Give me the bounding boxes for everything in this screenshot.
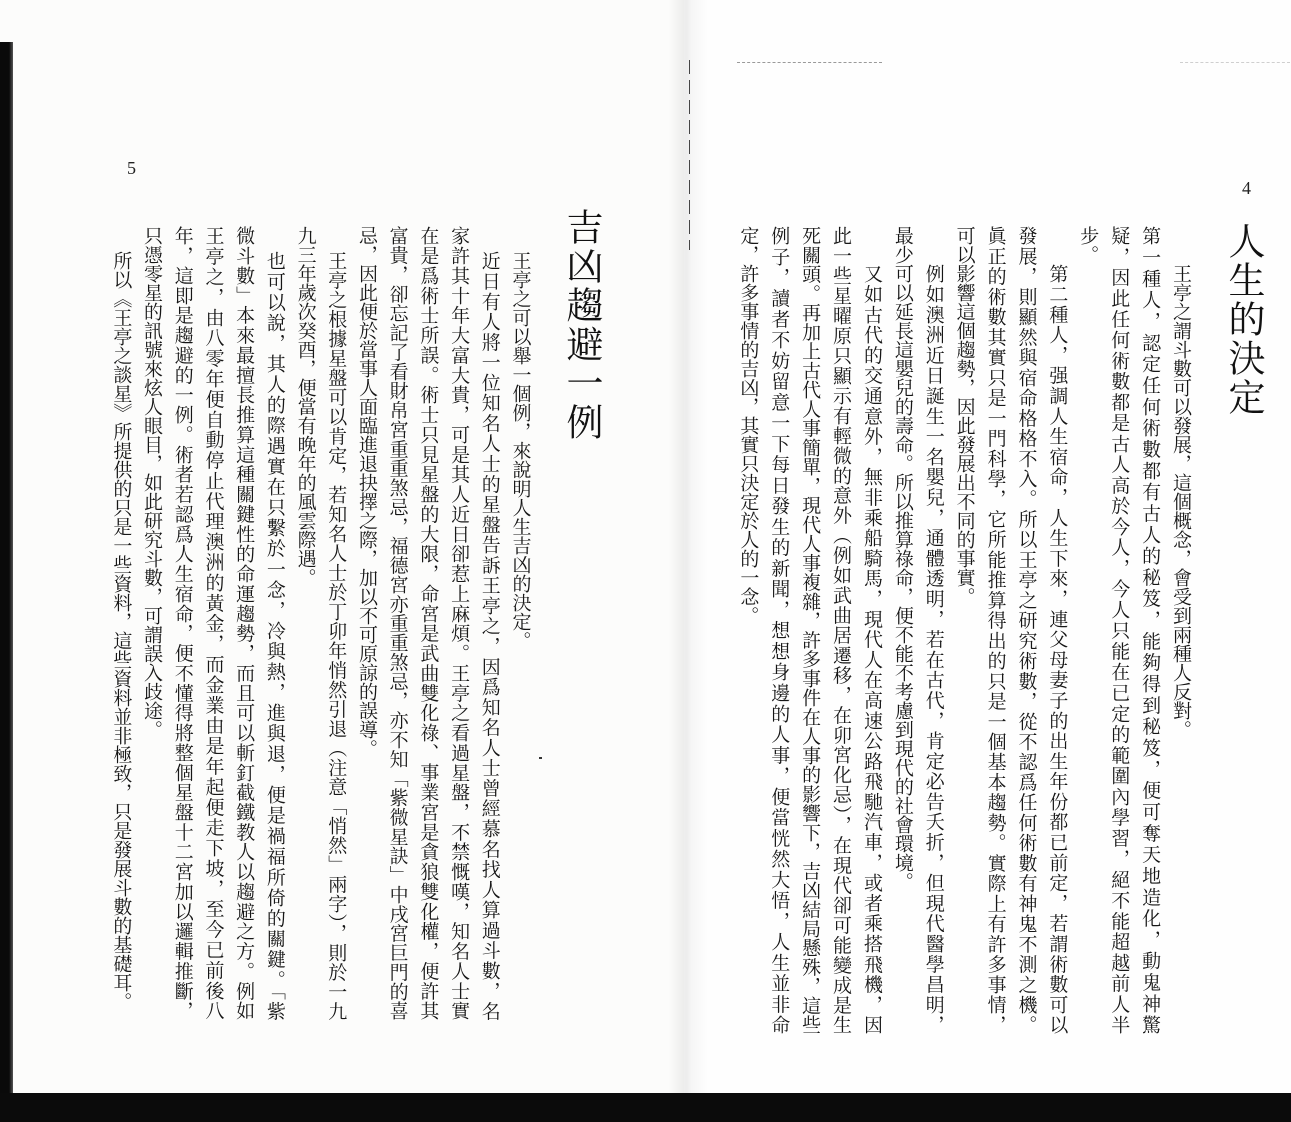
text-column: 死關頭。再加上古代人事簡單，現代人事複雜，許多事件在人事的影響下，吉凶結局懸殊，這些 xyxy=(799,226,822,1034)
body-text xyxy=(733,226,1197,1034)
text-column: 發展，則顯然與宿命格格不入。所以王亭之研究術數，從不認爲任何術數有神鬼不測之機。 xyxy=(1015,226,1038,1034)
page-number: 5 xyxy=(127,158,136,178)
text-column: 九三年歲次癸酉，便當有晚年的風雲際遇。 xyxy=(294,226,317,587)
right-page xyxy=(684,0,1291,1093)
text-column: 例子，讀者不妨留意一下每日發生的新聞，想想身邊的人事，便當恍然大悟，人生並非命 xyxy=(768,226,791,1034)
text-column: 在是爲術士所誤。術士只見星盤的大限，命宮是武曲雙化祿、事業宮是貪狼雙化權，便許其 xyxy=(417,226,440,1020)
text-column: 眞正的術數其實只是一門科學，它所能推算得出的只是一個基本趨勢。實際上有許多事情， xyxy=(984,226,1007,1034)
text-column: 只憑零星的訊號來炫人眼目，如此研究斗數，可謂誤入歧途。 xyxy=(141,226,164,739)
text-column: 第一種人，認定任何術數都有古人的秘笈，能夠得到秘笈，便可奪天地造化，動鬼神驚 xyxy=(1139,226,1162,1034)
text-column: 可以影響這個趨勢，因此發展出不同的事實。 xyxy=(953,226,976,606)
text-column: 疑，因此任何術數都是古人高於今人，今人只能在已定的範圍內學習，絕不能超越前人半 xyxy=(1108,226,1131,1034)
top-rule xyxy=(737,62,882,63)
text-column: 王亭之可以舉一個例，來說明人生吉凶的決定。 xyxy=(509,250,532,650)
text-column: 富貴，卻忘記了看財帛宮重重煞忌，福德宮亦重重煞忌，亦不知「紫微星訣」中戌宮巨門的喜 xyxy=(386,226,409,1020)
text-column: 也可以說，其人的際遇實在只繫於一念，冷與熱，進與退，便是禍福所倚的關鍵。「紫 xyxy=(263,250,286,1020)
text-column: 最少可以延長這嬰兒的壽命。所以推算祿命，便不能不考慮到現代的社會環境。 xyxy=(891,226,914,891)
text-column: 王亭之謂斗數可以發展，這個概念，會受到兩種人反對。 xyxy=(1170,264,1192,739)
text-column: 步。 xyxy=(1077,226,1100,264)
text-column: 近日有人將一位知名人士的星盤告訴王亭之，因爲知名人士曾經慕名找人算過斗數，名 xyxy=(478,250,501,1020)
text-column: 定，許多事情的吉凶，其實只決定於人的一念。 xyxy=(737,226,760,625)
chapter-title: 人生的決定 xyxy=(1222,222,1265,417)
text-column: 年，這即是趨避的一例。術者若認爲人生宿命，便不懂得將整個星盤十二宮加以邏輯推斷， xyxy=(171,226,194,1020)
text-column: 第二種人，强調人生宿命，人生下來，連父母妻子的出生年份都已前定，若謂術數可以 xyxy=(1046,264,1069,1034)
gutter-line xyxy=(689,60,690,250)
page-number: 4 xyxy=(1242,178,1251,198)
scan-edge-left xyxy=(0,42,13,1094)
body-text xyxy=(106,226,536,1020)
text-column: 例如澳洲近日誕生一名嬰兒，通體透明，若在古代，肯定必告夭折，但現代醫學昌明， xyxy=(922,264,945,1034)
text-column: 此一些星曜原只顯示有輕微的意外（例如武曲居遷移，在卯宮化忌），在現代卻可能變成是生 xyxy=(830,226,853,1034)
top-rule xyxy=(1180,62,1290,63)
text-column: 家許其十年大富大貴，可是其人近日卻惹上麻煩。王亭之看過星盤，不禁慨嘆，知名人士實 xyxy=(448,226,471,1020)
text-column: 所以《王亭之談星》所提供的只是一些資料，這些資料並非極致，只是發展斗數的基礎耳。 xyxy=(110,250,133,1011)
text-column: 又如古代的交通意外，無非乘船騎馬，現代人在高速公路飛馳汽車，或者乘搭飛機，因 xyxy=(860,264,883,1034)
book-gutter xyxy=(668,0,708,1093)
ink-speck xyxy=(539,757,542,759)
chapter-title: 吉凶趨避一例 xyxy=(560,208,603,442)
scan-edge-bottom xyxy=(0,1093,1291,1122)
text-column: 忌，因此便於當事人面臨進退抉擇之際，加以不可原諒的誤導。 xyxy=(355,226,378,758)
text-column: 王亭之，由八零年便自動停止代理澳洲的黃金，而金業由是年起便走下坡，至今已前後八 xyxy=(202,226,225,1020)
text-column: 王亭之根據星盤可以肯定，若知名人士於丁卯年悄然引退（注意「悄然」兩字），則於一九 xyxy=(325,250,348,1020)
text-column: 微斗數」本來最擅長推算這種關鍵性的命運趨勢，而且可以斬釘截鐵教人以趨避之方。例如 xyxy=(233,226,256,1020)
